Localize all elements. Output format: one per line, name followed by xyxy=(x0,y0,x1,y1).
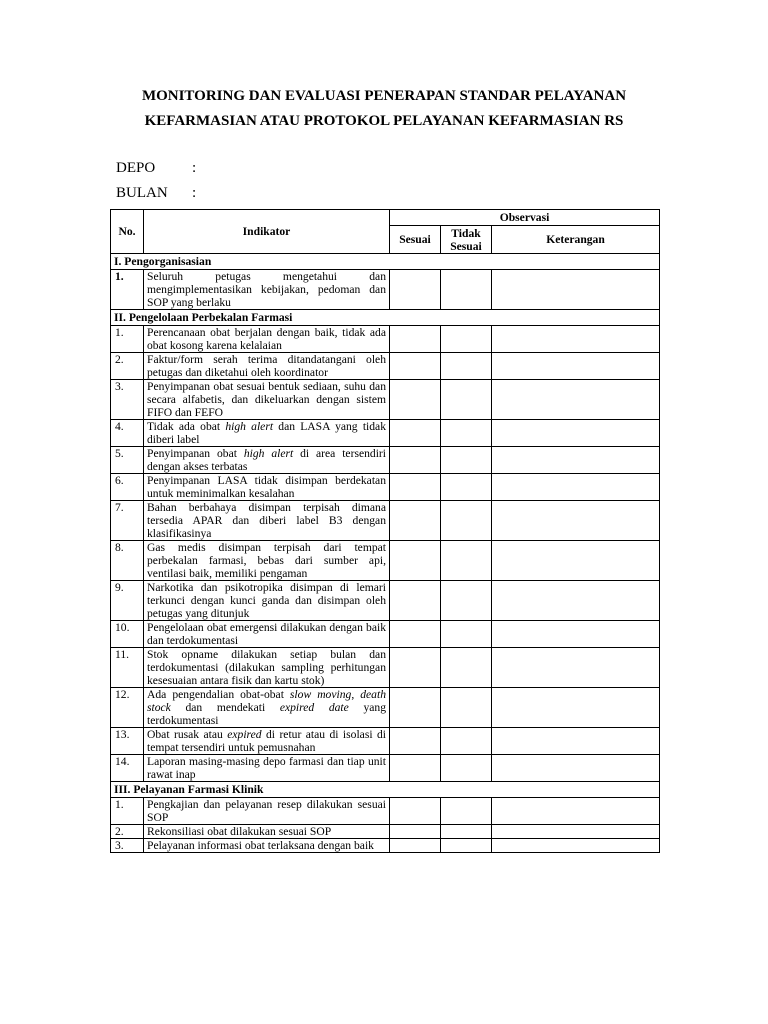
tidak-sesuai-cell[interactable] xyxy=(441,380,492,420)
keterangan-cell[interactable] xyxy=(492,728,660,755)
row-number: 12. xyxy=(111,688,144,728)
indicator-text: Perencanaan obat berjalan dengan baik, tidak ada obat kosong karena kelalaian xyxy=(144,326,390,353)
tidak-sesuai-cell[interactable] xyxy=(441,326,492,353)
indicator-text: Gas medis disimpan terpisah dari tempat perbekalan farmasi, bebas dari sumber api, ventilasi baik, memiliki pengaman xyxy=(144,541,390,581)
row-number: 5. xyxy=(111,447,144,474)
tidak-sesuai-cell[interactable] xyxy=(441,447,492,474)
sesuai-cell[interactable] xyxy=(390,688,441,728)
sesuai-cell[interactable] xyxy=(390,728,441,755)
section-title: III. Pelayanan Farmasi Klinik xyxy=(111,782,660,798)
keterangan-cell[interactable] xyxy=(492,648,660,688)
keterangan-cell[interactable] xyxy=(492,270,660,310)
header-tidak-sesuai-line-1: Tidak xyxy=(451,226,481,240)
section-row xyxy=(111,254,660,270)
header-observasi: Observasi xyxy=(390,210,660,226)
row-number: 8. xyxy=(111,541,144,581)
header-tidak-sesuai xyxy=(441,226,492,254)
row-number: 1. xyxy=(111,326,144,353)
row-number: 2. xyxy=(111,825,144,839)
table-row xyxy=(111,541,660,581)
tidak-sesuai-cell[interactable] xyxy=(441,728,492,755)
sesuai-cell[interactable] xyxy=(390,755,441,782)
table-row xyxy=(111,839,660,853)
depo-label: DEPO xyxy=(116,160,156,176)
bulan-field xyxy=(116,185,196,202)
row-number: 2. xyxy=(111,353,144,380)
table-row xyxy=(111,688,660,728)
sesuai-cell[interactable] xyxy=(390,825,441,839)
tidak-sesuai-cell[interactable] xyxy=(441,501,492,541)
indicator-text: Pengelolaan obat emergensi dilakukan dengan baik dan terdokumentasi xyxy=(144,621,390,648)
indicator-text: Narkotika dan psikotropika disimpan di lemari terkunci dengan kunci ganda dan disimpan oleh petugas yang ditunjuk xyxy=(144,581,390,621)
row-number: 1. xyxy=(111,798,144,825)
table-row xyxy=(111,621,660,648)
sesuai-cell[interactable] xyxy=(390,474,441,501)
row-number: 14. xyxy=(111,755,144,782)
keterangan-cell[interactable] xyxy=(492,825,660,839)
sesuai-cell[interactable] xyxy=(390,648,441,688)
sesuai-cell[interactable] xyxy=(390,501,441,541)
monitoring-table xyxy=(110,209,660,853)
table-row xyxy=(111,474,660,501)
header-no: No. xyxy=(111,210,144,254)
keterangan-cell[interactable] xyxy=(492,353,660,380)
table-row xyxy=(111,728,660,755)
keterangan-cell[interactable] xyxy=(492,621,660,648)
row-number: 3. xyxy=(111,380,144,420)
keterangan-cell[interactable] xyxy=(492,326,660,353)
table-row xyxy=(111,420,660,447)
tidak-sesuai-cell[interactable] xyxy=(441,688,492,728)
keterangan-cell[interactable] xyxy=(492,581,660,621)
tidak-sesuai-cell[interactable] xyxy=(441,541,492,581)
indicator-text: Ada pengendalian obat-obat slow moving, death stock dan mendekati expired date yang terdokumentasi xyxy=(144,688,390,728)
table-row xyxy=(111,755,660,782)
row-number: 6. xyxy=(111,474,144,501)
bulan-separator: : xyxy=(192,185,197,201)
indicator-text: Laporan masing-masing depo farmasi dan tiap unit rawat inap xyxy=(144,755,390,782)
tidak-sesuai-cell[interactable] xyxy=(441,798,492,825)
keterangan-cell[interactable] xyxy=(492,839,660,853)
indicator-text: Seluruh petugas mengetahui dan mengimplementasikan kebijakan, pedoman dan SOP yang berlaku xyxy=(144,270,390,310)
tidak-sesuai-cell[interactable] xyxy=(441,270,492,310)
indicator-text: Penyimpanan obat sesuai bentuk sediaan, suhu dan secara alfabetis, dan dikeluarkan dengan sistem FIFO dan FEFO xyxy=(144,380,390,420)
sesuai-cell[interactable] xyxy=(390,270,441,310)
indicator-text: Penyimpanan obat high alert di area tersendiri dengan akses terbatas xyxy=(144,447,390,474)
row-number: 4. xyxy=(111,420,144,447)
header-indikator: Indikator xyxy=(144,210,390,254)
table-row xyxy=(111,353,660,380)
table-row xyxy=(111,581,660,621)
indicator-text: Stok opname dilakukan setiap bulan dan terdokumentasi (dilakukan sampling perhitungan kesesuaian antara fisik dan kartu stok) xyxy=(144,648,390,688)
header-sesuai: Sesuai xyxy=(390,226,441,254)
document-title-line-2: KEFARMASIAN ATAU PROTOKOL PELAYANAN KEFARMASIAN RS xyxy=(144,113,624,129)
sesuai-cell[interactable] xyxy=(390,798,441,825)
tidak-sesuai-cell[interactable] xyxy=(441,581,492,621)
keterangan-cell[interactable] xyxy=(492,688,660,728)
table-row xyxy=(111,326,660,353)
section-title: II. Pengelolaan Perbekalan Farmasi xyxy=(111,310,660,326)
row-number: 1. xyxy=(111,270,144,310)
indicator-text: Tidak ada obat high alert dan LASA yang tidak diberi label xyxy=(144,420,390,447)
keterangan-cell[interactable] xyxy=(492,755,660,782)
row-number: 9. xyxy=(111,581,144,621)
sesuai-cell[interactable] xyxy=(390,353,441,380)
header-tidak-sesuai-line-2: Sesuai xyxy=(450,239,482,253)
keterangan-cell[interactable] xyxy=(492,798,660,825)
tidak-sesuai-cell[interactable] xyxy=(441,474,492,501)
table-row xyxy=(111,270,660,310)
indicator-text: Pelayanan informasi obat terlaksana dengan baik xyxy=(144,839,390,853)
keterangan-cell[interactable] xyxy=(492,420,660,447)
sesuai-cell[interactable] xyxy=(390,420,441,447)
table-row xyxy=(111,648,660,688)
keterangan-cell[interactable] xyxy=(492,380,660,420)
table-row xyxy=(111,380,660,420)
row-number: 10. xyxy=(111,621,144,648)
row-number: 7. xyxy=(111,501,144,541)
indicator-text: Obat rusak atau expired di retur atau di isolasi di tempat tersendiri untuk pemusnahan xyxy=(144,728,390,755)
sesuai-cell[interactable] xyxy=(390,447,441,474)
tidak-sesuai-cell[interactable] xyxy=(441,825,492,839)
indicator-text: Faktur/form serah terima ditandatangani oleh petugas dan diketahui oleh koordinator xyxy=(144,353,390,380)
tidak-sesuai-cell[interactable] xyxy=(441,839,492,853)
sesuai-cell[interactable] xyxy=(390,839,441,853)
keterangan-cell[interactable] xyxy=(492,447,660,474)
row-number: 11. xyxy=(111,648,144,688)
section-title: I. Pengorganisasian xyxy=(111,254,660,270)
row-number: 13. xyxy=(111,728,144,755)
table-row xyxy=(111,798,660,825)
table-row xyxy=(111,501,660,541)
table-row xyxy=(111,447,660,474)
keterangan-cell[interactable] xyxy=(492,474,660,501)
header-keterangan: Keterangan xyxy=(492,226,660,254)
tidak-sesuai-cell[interactable] xyxy=(441,621,492,648)
sesuai-cell[interactable] xyxy=(390,621,441,648)
bulan-label: BULAN xyxy=(116,185,168,201)
keterangan-cell[interactable] xyxy=(492,501,660,541)
depo-separator: : xyxy=(192,160,197,176)
depo-field xyxy=(116,160,196,177)
sesuai-cell[interactable] xyxy=(390,541,441,581)
tidak-sesuai-cell[interactable] xyxy=(441,648,492,688)
tidak-sesuai-cell[interactable] xyxy=(441,755,492,782)
section-row xyxy=(111,782,660,798)
sesuai-cell[interactable] xyxy=(390,326,441,353)
document-title-line-1: MONITORING DAN EVALUASI PENERAPAN STANDAR PELAYANAN xyxy=(141,88,627,104)
indicator-text: Pengkajian dan pelayanan resep dilakukan sesuai SOP xyxy=(144,798,390,825)
section-row xyxy=(111,310,660,326)
table-row xyxy=(111,825,660,839)
row-number: 3. xyxy=(111,839,144,853)
sesuai-cell[interactable] xyxy=(390,380,441,420)
indicator-text: Bahan berbahaya disimpan terpisah dimana tersedia APAR dan diberi label B3 dengan klasifikasinya xyxy=(144,501,390,541)
indicator-text: Rekonsiliasi obat dilakukan sesuai SOP xyxy=(144,825,390,839)
tidak-sesuai-cell[interactable] xyxy=(441,353,492,380)
indicator-text: Penyimpanan LASA tidak disimpan berdekatan untuk meminimalkan kesalahan xyxy=(144,474,390,501)
sesuai-cell[interactable] xyxy=(390,581,441,621)
keterangan-cell[interactable] xyxy=(492,541,660,581)
table-body xyxy=(111,254,660,853)
tidak-sesuai-cell[interactable] xyxy=(441,420,492,447)
